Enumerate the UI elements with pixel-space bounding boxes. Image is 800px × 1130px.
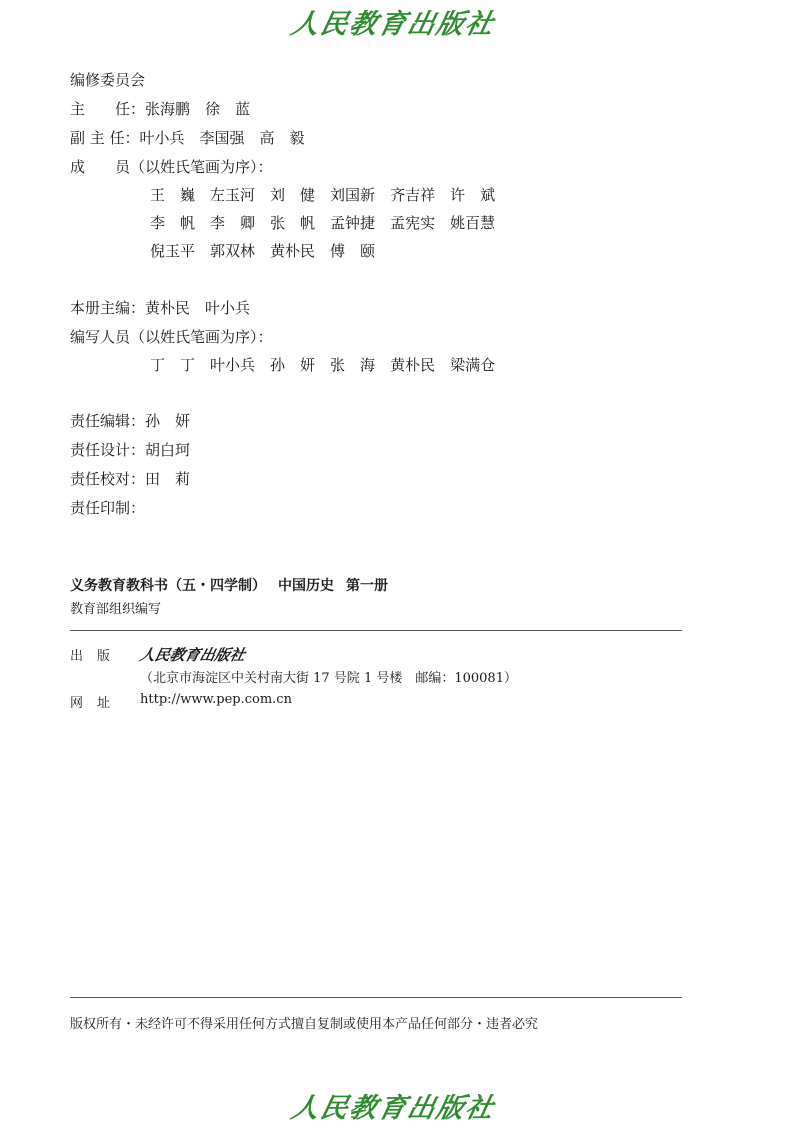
series-name: 义务教育教科书（五・四学制） bbox=[70, 578, 266, 594]
responsible-design-label: 责任设计： bbox=[70, 441, 146, 459]
vice-chair-label: 副 主 任： bbox=[70, 129, 140, 147]
responsible-design-name: 胡白珂 bbox=[145, 441, 191, 459]
chair-label: 主 任： bbox=[70, 100, 146, 118]
member-name: 孟钟捷 bbox=[330, 214, 376, 232]
responsible-editing-label: 责任编辑： bbox=[70, 412, 146, 430]
responsible-proof-name: 田 莉 bbox=[145, 470, 191, 488]
member-name: 左玉河 bbox=[210, 186, 256, 204]
volume-editor-row bbox=[70, 298, 250, 318]
responsible-print-label: 责任印制： bbox=[70, 499, 146, 517]
chair-names: 张海鹏 徐 蓝 bbox=[145, 100, 251, 118]
volume-editor-names: 黄朴民 叶小兵 bbox=[145, 299, 251, 317]
publisher-logo-bottom: 人民教育出版社 bbox=[288, 1093, 498, 1124]
volume-editor-label: 本册主编： bbox=[70, 299, 146, 317]
member-name: 傅 颐 bbox=[330, 242, 376, 260]
responsible-print-row bbox=[70, 498, 145, 518]
responsible-proof-row bbox=[70, 469, 190, 489]
chair-row bbox=[70, 99, 250, 119]
writers-row bbox=[150, 355, 510, 375]
member-name: 齐吉祥 bbox=[390, 186, 436, 204]
member-name: 刘国新 bbox=[330, 186, 376, 204]
member-name: 倪玉平 bbox=[150, 242, 196, 260]
responsible-design-row bbox=[70, 440, 190, 460]
member-name: 王 巍 bbox=[150, 186, 196, 204]
responsible-editing-row bbox=[70, 411, 190, 431]
publisher-logo-top: 人民教育出版社 bbox=[288, 9, 498, 40]
member-name: 姚百慧 bbox=[450, 214, 496, 232]
member-name: 黄朴民 bbox=[270, 242, 316, 260]
book-series-title bbox=[70, 575, 388, 595]
writer-name: 张 海 bbox=[330, 356, 376, 374]
member-name: 许 斌 bbox=[450, 186, 496, 204]
publisher-logo-small: 人民教育出版社 bbox=[137, 646, 247, 664]
publisher-label: 出版 bbox=[70, 649, 125, 664]
member-name: 李 卿 bbox=[210, 214, 256, 232]
compiling-organization: 教育部组织编写 bbox=[70, 602, 162, 617]
member-name: 张 帆 bbox=[270, 214, 316, 232]
members-row-3 bbox=[150, 241, 390, 261]
member-name: 郭双林 bbox=[210, 242, 256, 260]
subject-name: 中国历史 bbox=[278, 578, 334, 594]
writer-name: 孙 妍 bbox=[270, 356, 316, 374]
writer-name: 梁满仓 bbox=[450, 356, 496, 374]
responsible-proof-label: 责任校对： bbox=[70, 470, 146, 488]
writers-label: 编写人员（以姓氏笔画为序）： bbox=[70, 328, 273, 346]
website-link[interactable]: http://www.pep.com.cn bbox=[140, 692, 292, 707]
members-label: 成 员（以姓氏笔画为序）： bbox=[70, 158, 273, 176]
member-name: 孟宪实 bbox=[390, 214, 436, 232]
publisher-address: （北京市海淀区中关村南大街 17 号院 1 号楼 邮编：100081） bbox=[140, 671, 517, 686]
writer-name: 黄朴民 bbox=[390, 356, 436, 374]
members-row-2 bbox=[150, 213, 510, 233]
members-row-1 bbox=[150, 185, 510, 205]
responsible-editing-name: 孙 妍 bbox=[145, 412, 191, 430]
member-name: 刘 健 bbox=[270, 186, 316, 204]
committee-heading: 编修委员会 bbox=[70, 71, 146, 89]
divider-top bbox=[70, 630, 682, 631]
copyright-notice: 版权所有・未经许可不得采用任何方式擅自复制或使用本产品任何部分・违者必究 bbox=[70, 1017, 539, 1032]
volume-name: 第一册 bbox=[346, 578, 388, 594]
writer-name: 叶小兵 bbox=[210, 356, 256, 374]
vice-chair-names: 叶小兵 李国强 高 毅 bbox=[139, 129, 305, 147]
divider-bottom bbox=[70, 997, 682, 998]
member-name: 李 帆 bbox=[150, 214, 196, 232]
vice-chair-row bbox=[70, 128, 305, 148]
writer-name: 丁 丁 bbox=[150, 356, 196, 374]
website-label: 网址 bbox=[70, 696, 125, 711]
